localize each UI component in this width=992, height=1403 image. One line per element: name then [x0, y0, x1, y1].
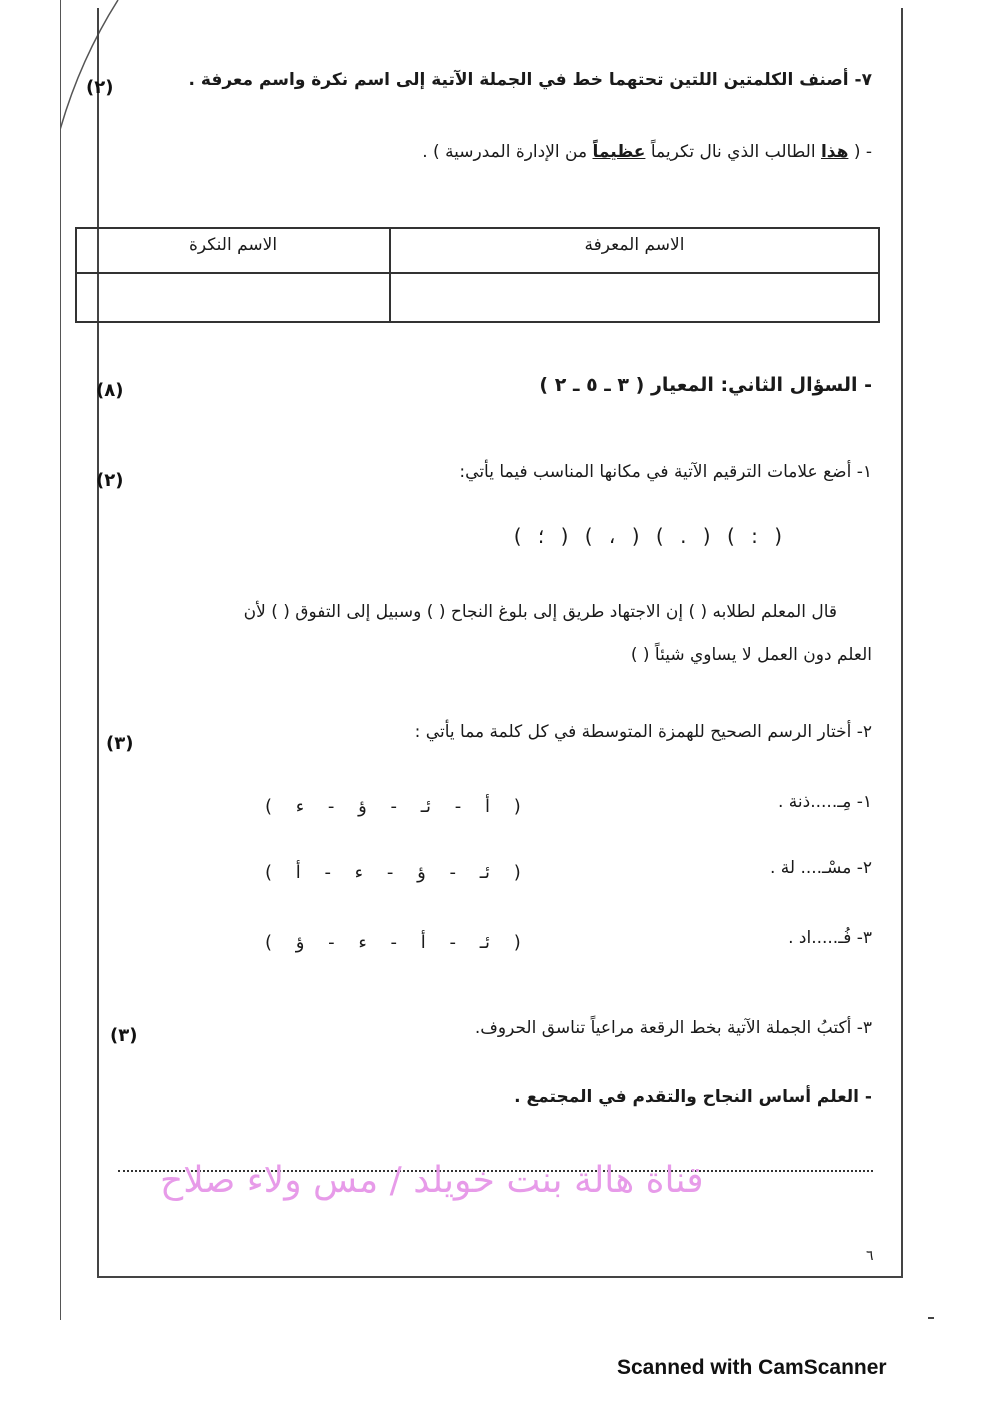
q7-sentence-suffix: من الإدارة المدرسية ) . — [422, 142, 588, 162]
page-left-edge-line — [60, 0, 61, 1320]
q7-sentence-prefix: - ( — [853, 142, 872, 162]
hamza-options-2[interactable]: ( ئـ - ؤ - ء - أ ) — [265, 862, 521, 883]
punctuation-instruction: ١- أضع علامات الترقيم الآتية في مكانها المناسب فيما يأتي: — [459, 462, 872, 482]
noun-classification-table — [75, 227, 880, 323]
punctuation-sentence-line-2: العلم دون العمل لا يساوي شيئاً ( ) — [630, 645, 872, 665]
answer-cell-indefinite[interactable] — [76, 273, 390, 322]
handwriting-instruction: ٣- أكتبُ الجملة الآتية بخط الرقعة مراعياً تناسق الحروف. — [474, 1018, 872, 1038]
hamza-word-3: ٣- فُـ.....اد . — [788, 928, 872, 948]
page-number: ٦ — [866, 1248, 874, 1264]
q7-instruction: ٧- أصنف الكلمتين اللتين تحتهما خط في الجملة الآتية إلى اسم نكرة واسم معرفة . — [188, 70, 872, 90]
q7-sentence — [422, 142, 872, 162]
hamza-options-3[interactable]: ( ئـ - أ - ء - ؤ ) — [265, 932, 521, 953]
q7-sentence-mid: الطالب الذي نال تكريماً — [650, 142, 816, 162]
handwriting-sentence: - العلم أساس النجاح والتقدم في المجتمع . — [514, 1087, 872, 1107]
hamza-instruction: ٢- أختار الرسم الصحيح للهمزة المتوسطة في كل كلمة مما يأتي : — [414, 722, 872, 742]
q7-marks: (٢) — [86, 77, 114, 98]
hamza-word-1: ١- مِـ.....ذنة . — [777, 792, 872, 812]
hamza-marks: (٣) — [106, 733, 134, 754]
footer-mark — [928, 1317, 934, 1319]
table-header-indefinite: الاسم النكرة — [76, 228, 390, 273]
handwriting-marks: (٣) — [110, 1025, 138, 1046]
q7-underlined-word-1: هذا — [820, 142, 849, 162]
camscanner-label: Scanned with CamScanner — [617, 1356, 887, 1379]
q2-marks: (٨) — [96, 380, 124, 401]
q7-underlined-word-2: عظيماً — [592, 142, 646, 162]
channel-watermark: قناة هالة بنت خويلد / مس ولاء صلاح — [160, 1160, 704, 1201]
hamza-options-1[interactable]: ( أ - ئـ - ؤ - ء ) — [265, 796, 521, 817]
q2-heading: - السؤال الثاني: المعيار ( ٣ ـ ٥ ـ ٢ ) — [539, 374, 872, 396]
answer-cell-definite[interactable] — [390, 273, 879, 322]
punctuation-sentence-line-1: قال المعلم لطلابه ( ) إن الاجتهاد طريق إلى بلوغ النجاح ( ) وسبيل إلى التفوق ( ) لأن — [243, 602, 837, 622]
table-header-definite: الاسم المعرفة — [390, 228, 879, 273]
punctuation-marks: (٢) — [96, 470, 124, 491]
hamza-word-2: ٢- مسْـ.... لة . — [769, 858, 872, 878]
punctuation-symbols: ( : ) ( . ) ( ، ) ( ؛ ) — [513, 524, 782, 548]
